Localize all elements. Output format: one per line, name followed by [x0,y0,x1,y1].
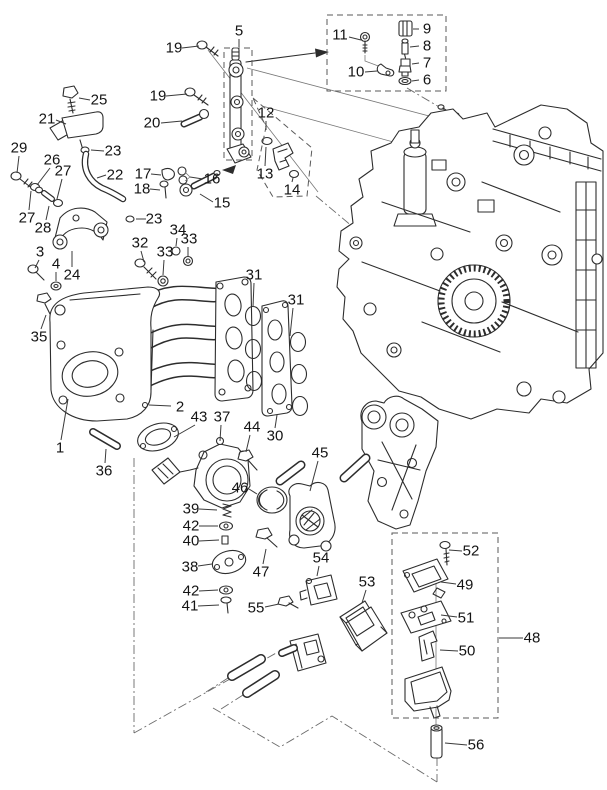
bolt-44 [238,450,253,461]
leader-line [290,308,293,336]
bolt-47 [256,528,272,539]
part-number-label: 8 [422,37,432,55]
part-number-label: 55 [247,599,265,617]
washer-42b [220,586,233,594]
nut-33b [184,257,193,266]
part-number-label: 45 [311,444,329,462]
gaskets-and-orings [246,301,308,416]
part-number-label: 3 [35,243,45,261]
part-number-label: 54 [312,549,330,567]
leader-line [17,156,19,173]
part-number-label: 25 [90,91,108,109]
leader-line [412,80,419,81]
part-number-label: 37 [213,408,231,426]
leader-line [412,63,419,64]
plate-38 [210,547,249,577]
part-number-label: 15 [213,194,231,212]
part-number-label: 51 [457,609,475,627]
part-number-label: 23 [145,210,163,228]
part-number-label: 29 [10,139,28,157]
leader-line [190,177,203,179]
part-number-label: 9 [422,20,432,38]
manifold-flange [215,277,253,401]
bolt-35 [37,293,51,303]
part-number-label: 39 [182,500,200,518]
part-number-label: 48 [523,629,541,647]
plate-51 [401,601,451,633]
intake-manifold-drawing [50,277,253,421]
part-number-label: 46 [231,479,249,497]
leader-line [349,37,361,40]
leader-line [199,509,217,510]
part-number-label: 49 [456,576,474,594]
part-number-label: 13 [256,165,274,183]
clip-23b [126,216,134,222]
part-number-label: 42 [182,582,200,600]
leader-line [91,150,104,151]
part-number-label: 10 [347,63,365,81]
cap-9 [399,21,412,36]
part-number-label: 14 [283,181,301,199]
part-number-label: 2 [175,398,185,416]
part-number-label: 35 [30,328,48,346]
part-number-label: 53 [358,573,376,591]
part-number-label: 16 [203,170,221,188]
part-number-label: 19 [149,87,167,105]
nut-33a [158,276,168,286]
part-number-label: 17 [134,165,152,183]
part-number-label: 19 [165,39,183,57]
leader-line [182,46,199,48]
part-number-label: 34 [169,221,187,239]
leader-line [163,260,164,275]
part-number-label: 40 [182,532,200,550]
leader-line [37,168,50,185]
part-number-label: 52 [462,542,480,560]
throttle-body-group [93,418,335,613]
leader-line [263,549,266,564]
leader-line [317,566,319,576]
leader-line [105,449,106,463]
part-number-label: 26 [43,151,61,169]
part-number-label: 4 [51,255,61,273]
service-kit-parts [246,21,412,85]
leader-line [161,121,182,123]
screw-11 [361,33,370,42]
gasket-plate-30 [262,301,292,416]
part-number-label: 1 [55,439,65,457]
leader-line [410,46,419,47]
leader-line [449,550,462,551]
screw-52 [440,542,450,549]
part-number-label: 6 [422,71,432,89]
part-number-label: 38 [181,558,199,576]
lower-valve-assembly [232,575,387,693]
part-number-label: 30 [266,427,284,445]
part-number-label: 12 [257,104,275,122]
part-number-label: 28 [34,219,52,237]
leader-line [440,650,458,651]
washer-6 [399,78,411,85]
part-number-label: 18 [133,180,151,198]
mounting-bracket-drawing [344,396,438,529]
part-number-label: 56 [467,736,485,754]
leader-line [265,147,266,166]
washer-4 [51,282,61,290]
valve-8 [402,39,408,43]
part-number-label: 24 [63,266,81,284]
clamp-10 [377,64,393,76]
part-number-label: 27 [18,209,36,227]
part-number-label: 41 [181,597,199,615]
leader-line [249,489,257,494]
part-number-label: 20 [143,114,161,132]
leader-line [97,175,106,178]
leader-line [149,405,171,406]
part-number-label: 7 [422,54,432,72]
part-number-label: 47 [252,563,270,581]
part-number-label: 32 [131,234,149,252]
fitting-15 [180,184,192,196]
part-number-label: 31 [245,266,263,284]
part-number-label: 11 [332,26,348,44]
washer-16a [178,167,186,175]
part-number-label: 33 [156,243,174,261]
leader-line [246,435,250,452]
washer-26 [36,187,43,193]
bolt-18 [160,181,168,187]
part-number-label: 33 [180,230,198,248]
leader-line [79,98,90,100]
leader-line [445,743,467,745]
leader-line [275,415,277,428]
leader-line [253,283,254,307]
leader-line [150,189,160,190]
leader-line [365,71,377,72]
leader-line [200,194,213,202]
leader-line [41,315,46,329]
seal-14 [290,171,299,178]
part-number-label: 43 [190,408,208,426]
part-number-label: 31 [287,291,305,309]
leader-line [166,94,187,96]
part-number-label: 27 [54,162,72,180]
leader-line [46,206,49,220]
bolt-19a [197,41,207,49]
tube-56 [431,727,442,758]
leader-line [198,564,212,566]
leader-line [151,174,161,175]
leader-line [176,238,177,246]
part-number-label: 50 [458,642,476,660]
washer-42a [220,522,233,530]
bolt-41 [221,597,231,603]
leader-line [57,179,62,199]
leader-line [29,191,31,210]
plug-40 [222,536,228,544]
coupler-46 [257,487,287,513]
leader-line [265,604,279,607]
direction-arrow-small [222,165,236,174]
engine-block-drawing [337,105,603,419]
part-number-label: 21 [38,110,56,128]
leader-line [199,540,219,541]
part-number-label: 5 [234,22,244,40]
part-number-label: 42 [182,517,200,535]
part-number-label: 23 [104,142,122,160]
leader-line [199,590,218,591]
wedge-50 [419,631,437,661]
fitting-7 [401,59,410,66]
bolt-25 [63,86,78,98]
part-number-label: 44 [243,418,261,436]
leader-line [198,605,219,606]
part-number-label: 22 [106,166,124,184]
washer-27b [54,200,63,207]
leader-line [441,582,456,584]
tps-connector [152,458,180,484]
part-number-label: 36 [95,462,113,480]
clamp-17 [162,168,174,180]
